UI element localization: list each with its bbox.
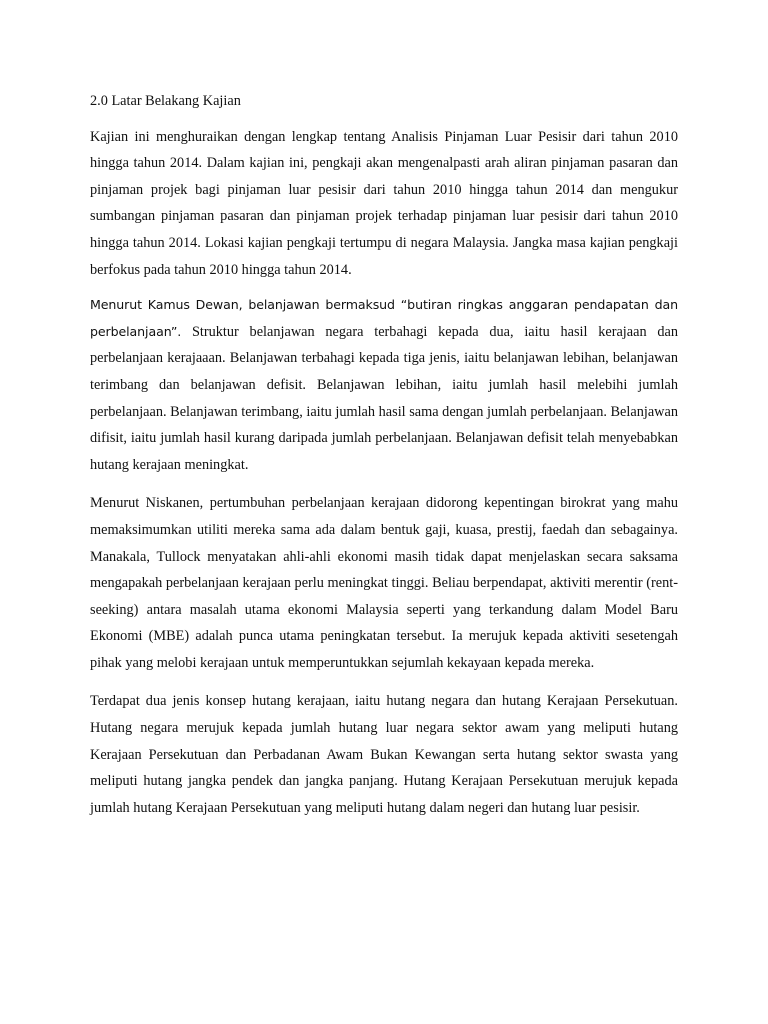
paragraph-government-debt: Terdapat dua jenis konsep hutang kerajaan, iaitu hutang negara dan hutang Kerajaan Persekutuan. Hutang negara merujuk kepada jumlah hutang luar negara sektor awam yang meliputi hutang Kerajaan Persekutuan dan Perbadanan Awam Bukan Kewangan serta hutang sektor swasta yang meliputi hutang jangka pendek dan jangka panjang. Hutang Kerajaan Persekutuan merujuk kepada jumlah hutang Kerajaan Persekutuan yang meliputi hutang dalam negeri dan hutang luar pesisir. (90, 693, 678, 816)
kamus-dewan-quote: Menurut Kamus Dewan, belanjawan bermaksud “butiran ringkas anggaran pendapatan dan perbelanjaan”. (90, 297, 678, 339)
document-page (90, 88, 678, 833)
budget-structure-text: Struktur belanjawan negara terbahagi kepada dua, iaitu hasil kerajaan dan perbelanjaan kerajaaan. Belanjawan terbahagi kepada tiga jenis, iaitu belanjawan lebihan, belanjawan terimbang dan belanjawan defisit. Belanjawan lebihan, iaitu jumlah hasil melebihi jumlah perbelanjaan. Belanjawan terimbang, iaitu jumlah hasil sama dengan jumlah perbelanjaan. Belanjawan difisit, iaitu jumlah hasil kurang daripada jumlah perbelanjaan. Belanjawan defisit telah menyebabkan hutang kerajaan meningkat. (90, 323, 678, 473)
paragraph-study-overview: Kajian ini menghuraikan dengan lengkap tentang Analisis Pinjaman Luar Pesisir dari tahun 2010 hingga tahun 2014. Dalam kajian ini, pengkaji akan mengenalpasti arah aliran pinjaman pasaran dan pinjaman projek bagi pinjaman luar pesisir dari tahun 2010 hingga tahun 2014 dan mengukur sumbangan pinjaman pasaran dan pinjaman projek terhadap pinjaman luar pesisir dari tahun 2010 hingga tahun 2014. Lokasi kajian pengkaji tertumpu di negara Malaysia. Jangka masa kajian pengkaji berfokus pada tahun 2010 hingga tahun 2014. (90, 128, 678, 278)
section-heading: 2.0 Latar Belakang Kajian (90, 93, 241, 109)
paragraph-budget-definition (90, 292, 678, 478)
paragraph-spending-growth: Menurut Niskanen, pertumbuhan perbelanjaan kerajaan didorong kepentingan birokrat yang mahu memaksimumkan utiliti mereka sama ada dalam bentuk gaji, kuasa, prestij, faedah dan sebagainya. Manakala, Tullock menyatakan ahli-ahli ekonomi masih tidak dapat menjelaskan secara saksama mengapakah perbelanjaan kerajaan perlu meningkat tinggi. Beliau berpendapat, aktiviti merentir (rent-seeking) antara masalah utama ekonomi Malaysia seperti yang terkandung dalam Model Baru Ekonomi (MBE) adalah punca utama peningkatan tersebut. Ia merujuk kepada aktiviti sesetengah pihak yang melobi kerajaan untuk memperuntukkan sejumlah kekayaan kepada mereka. (90, 495, 678, 671)
